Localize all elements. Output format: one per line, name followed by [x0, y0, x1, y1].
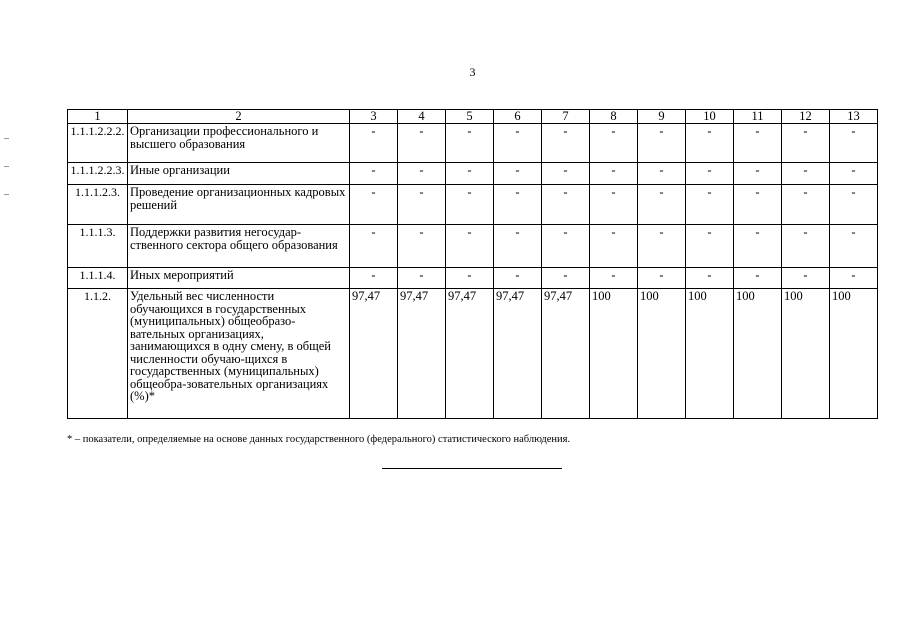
- row-value: -: [350, 124, 398, 163]
- header-cell: 11: [734, 110, 782, 124]
- row-value: -: [542, 225, 590, 268]
- indicators-table: [67, 109, 878, 419]
- row-value: -: [542, 268, 590, 289]
- header-cell: 6: [494, 110, 542, 124]
- row-value: -: [638, 124, 686, 163]
- row-value: -: [686, 163, 734, 185]
- table-row: [68, 185, 878, 225]
- row-code: 1.1.2.: [68, 289, 128, 419]
- row-code: 1.1.1.3.: [68, 225, 128, 268]
- margin-marks: [4, 138, 12, 228]
- row-value: -: [446, 225, 494, 268]
- row-value: -: [638, 268, 686, 289]
- row-value: -: [830, 268, 878, 289]
- row-value: 100: [782, 289, 830, 419]
- row-value: -: [542, 185, 590, 225]
- table-row: [68, 163, 878, 185]
- row-value: -: [830, 124, 878, 163]
- row-value: -: [398, 185, 446, 225]
- row-value: -: [638, 185, 686, 225]
- row-value: -: [350, 185, 398, 225]
- row-name: Организации профессионального и высшего образования: [128, 124, 350, 163]
- row-value: -: [350, 163, 398, 185]
- row-value: 97,47: [446, 289, 494, 419]
- row-value: -: [494, 268, 542, 289]
- row-value: 97,47: [542, 289, 590, 419]
- row-value: 100: [590, 289, 638, 419]
- row-value: -: [686, 268, 734, 289]
- row-value: 100: [686, 289, 734, 419]
- row-value: -: [782, 268, 830, 289]
- row-value: -: [398, 268, 446, 289]
- row-code: 1.1.1.4.: [68, 268, 128, 289]
- row-value: -: [446, 124, 494, 163]
- row-value: -: [638, 163, 686, 185]
- header-cell: 4: [398, 110, 446, 124]
- table-row: [68, 225, 878, 268]
- row-name: Иных мероприятий: [128, 268, 350, 289]
- header-cell: 12: [782, 110, 830, 124]
- row-value: -: [494, 163, 542, 185]
- row-value: -: [590, 225, 638, 268]
- row-value: -: [734, 163, 782, 185]
- row-value: -: [734, 124, 782, 163]
- row-value: -: [350, 225, 398, 268]
- row-value: -: [542, 163, 590, 185]
- header-cell: 3: [350, 110, 398, 124]
- header-cell: 1: [68, 110, 128, 124]
- row-name: Поддержки развития негосудар-ственного сектора общего образования: [128, 225, 350, 268]
- row-value: -: [830, 163, 878, 185]
- page-number: 3: [469, 65, 476, 79]
- row-value: -: [350, 268, 398, 289]
- header-cell: 7: [542, 110, 590, 124]
- row-value: -: [734, 185, 782, 225]
- row-value: -: [398, 124, 446, 163]
- closing-rule: [382, 468, 562, 469]
- row-value: -: [782, 124, 830, 163]
- row-value: -: [590, 268, 638, 289]
- row-value: -: [398, 163, 446, 185]
- header-row: [68, 110, 878, 124]
- row-value: 100: [830, 289, 878, 419]
- row-value: -: [446, 185, 494, 225]
- header-cell: 2: [128, 110, 350, 124]
- row-value: -: [782, 163, 830, 185]
- footnote: * – показатели, определяемые на основе данных государственного (федерального) статистического наблюдения.: [67, 434, 571, 445]
- row-value: -: [782, 185, 830, 225]
- row-value: 97,47: [494, 289, 542, 419]
- row-value: 100: [638, 289, 686, 419]
- row-value: -: [590, 124, 638, 163]
- header-cell: 9: [638, 110, 686, 124]
- header-cell: 8: [590, 110, 638, 124]
- row-value: -: [494, 225, 542, 268]
- header-cell: 5: [446, 110, 494, 124]
- row-value: 97,47: [398, 289, 446, 419]
- row-value: -: [590, 163, 638, 185]
- table-row: [68, 268, 878, 289]
- row-value: -: [734, 225, 782, 268]
- row-name: Проведение организационных кадровых решений: [128, 185, 350, 225]
- row-value: -: [734, 268, 782, 289]
- header-cell: 10: [686, 110, 734, 124]
- row-value: -: [830, 185, 878, 225]
- row-value: -: [590, 185, 638, 225]
- header-cell: 13: [830, 110, 878, 124]
- row-value: -: [782, 225, 830, 268]
- row-name: Удельный вес численности обучающихся в государственных (муниципальных) общеобразо-вательных организациях, занимающихся в одну смену, в общей численности обучаю-щихся в государственных (муниципальных) общеобра-зовательных организациях (%)*: [128, 289, 350, 419]
- row-value: -: [686, 124, 734, 163]
- table-row: [68, 124, 878, 163]
- row-value: -: [494, 185, 542, 225]
- row-value: -: [686, 185, 734, 225]
- row-value: -: [446, 163, 494, 185]
- row-value: 97,47: [350, 289, 398, 419]
- row-value: -: [542, 124, 590, 163]
- row-value: -: [830, 225, 878, 268]
- row-value: 100: [734, 289, 782, 419]
- row-value: -: [494, 124, 542, 163]
- row-value: -: [446, 268, 494, 289]
- row-code: 1.1.1.2.3.: [68, 185, 128, 225]
- row-value: -: [686, 225, 734, 268]
- row-value: -: [638, 225, 686, 268]
- row-value: -: [398, 225, 446, 268]
- row-code: 1.1.1.2.2.2.: [68, 124, 128, 163]
- row-name: Иные организации: [128, 163, 350, 185]
- row-code: 1.1.1.2.2.3.: [68, 163, 128, 185]
- table-row: [68, 289, 878, 419]
